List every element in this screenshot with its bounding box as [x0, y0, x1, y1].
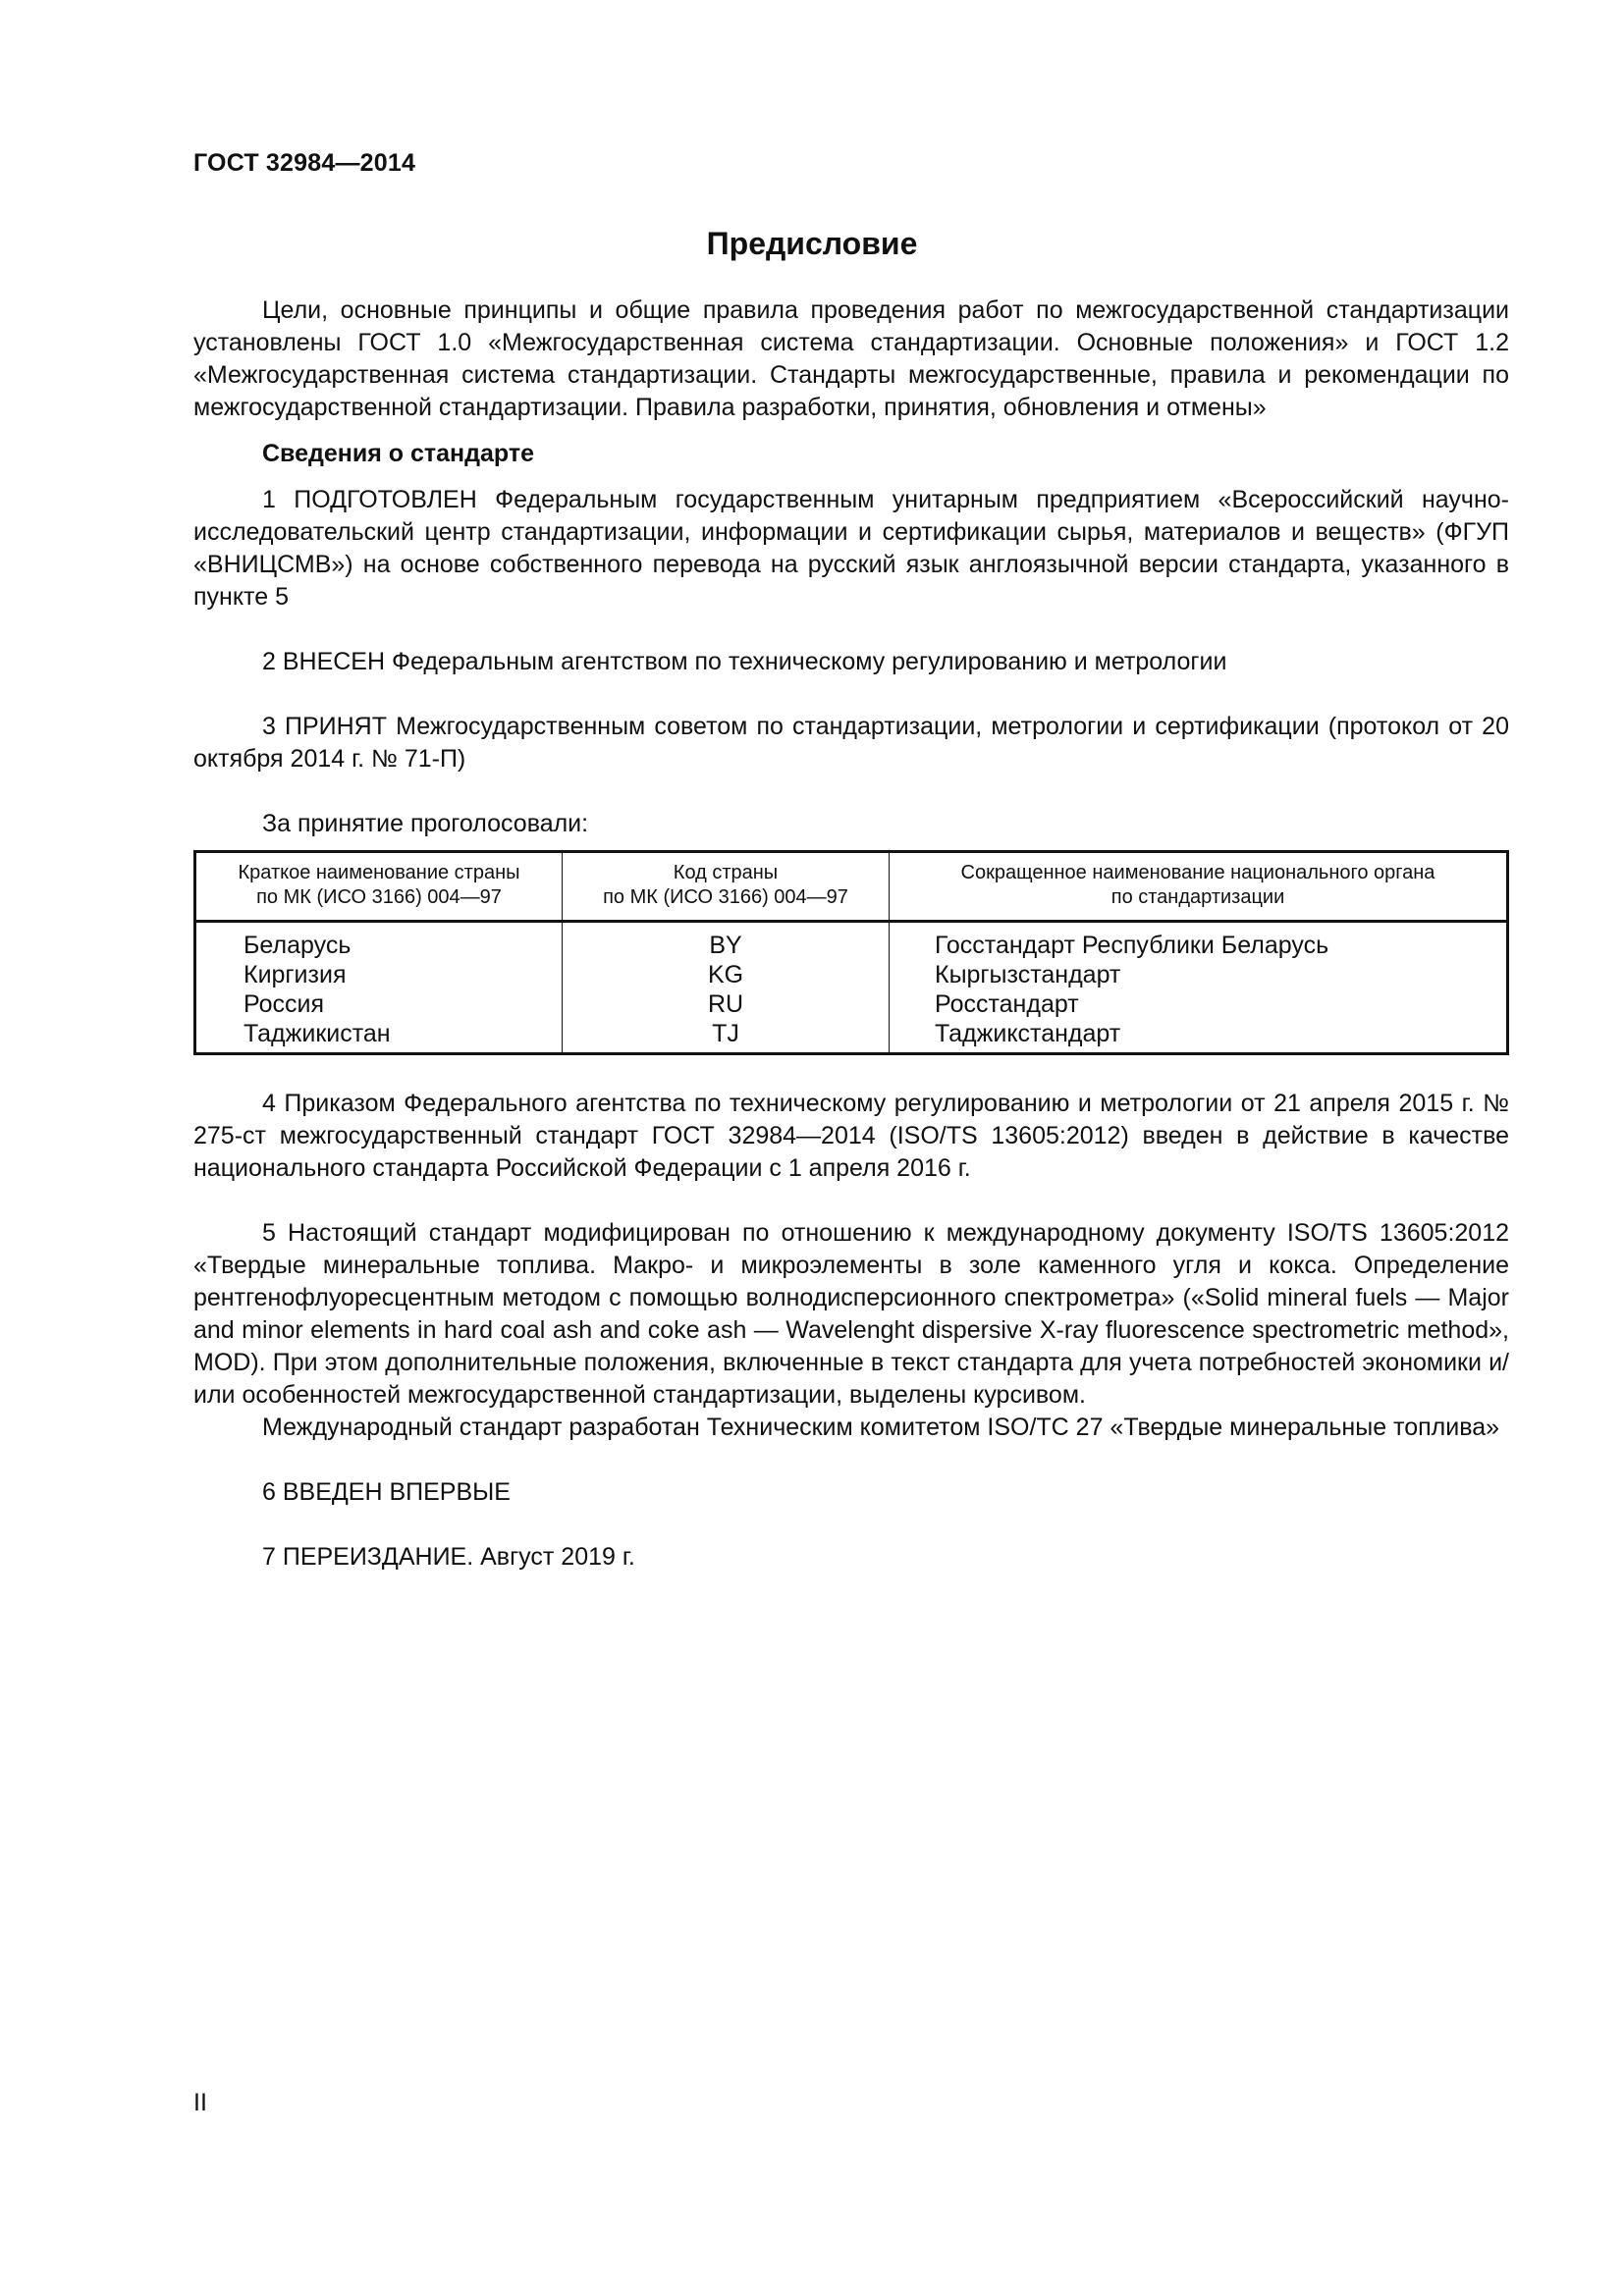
- table-cell: Таджикистан: [244, 1020, 391, 1047]
- table-cell: KG: [707, 961, 744, 988]
- intro-paragraph: Цели, основные принципы и общие правила проведения работ по межгосударственной стандартизации установлены ГОСТ 1.0 «Межгосударственная система стандартизации. Основные положения» и ГОСТ 1.2 «Межгосударственная система стандартизации. Стандарты межгосударственные, правила и рекомендации по межгосударственной стандартизации. Правила разработки, принятия, обновления и отмены»: [193, 296, 1509, 421]
- table-cell: Беларусь: [244, 932, 352, 959]
- col-code: [563, 922, 890, 1054]
- table-body-row: [195, 922, 1508, 1054]
- document-header: ГОСТ 32984—2014: [193, 149, 416, 177]
- item-5-paragraph: 5 Настоящий стандарт модифицирован по отношению к международному документу ISO/TS 13605:2012 «Твердые минеральные топлива. Макро- и микроэлементы в золе каменного угля и кокса. Определение рентгенофлуоресцентным методом с помощью волнодисперсионного спектрометра» («Solid mineral fuels — Major and minor elements in hard coal ash and coke ash — Wavelenght dispersive X-ray fluorescence spectrometric method», MOD). При этом дополнительные положения, включенные в текст стандарта для учета потребностей экономики и/или особенностей межгосударственной стандартизации, выделены курсивом.: [193, 1219, 1509, 1409]
- vote-intro: За принятие проголосовали:: [262, 810, 589, 837]
- vote-table: [193, 850, 1509, 1055]
- item-7-paragraph: 7 ПЕРЕИЗДАНИЕ. Август 2019 г.: [262, 1543, 635, 1571]
- page-number: II: [193, 2089, 207, 2116]
- table-cell: Кыргызстандарт: [935, 961, 1121, 988]
- item-4-paragraph: 4 Приказом Федерального агентства по техническому регулированию и метрологии от 21 апреля 2015 г. № 275-ст межгосударственный стандарт ГОСТ 32984—2014 (ISO/TS 13605:2012) введен в действие в качестве национального стандарта Российской Федерации с 1 апреля 2016 г.: [193, 1090, 1509, 1182]
- col-country: [195, 922, 563, 1054]
- table-header-row: [195, 852, 1508, 922]
- item-2-paragraph: 2 ВНЕСЕН Федеральным агентством по техническому регулированию и метрологии: [262, 648, 1227, 675]
- col-header-code: Код страны по МК (ИСО 3166) 004—97: [563, 852, 890, 922]
- table-cell: RU: [707, 990, 744, 1018]
- col-header-body: Сокращенное наименование национального органа по стандартизации: [890, 852, 1508, 922]
- col-body: [890, 922, 1508, 1054]
- table-cell: Киргизия: [244, 961, 347, 988]
- foreword-body: [193, 294, 1509, 1574]
- item-1-paragraph: 1 ПОДГОТОВЛЕН Федеральным государственным унитарным предприятием «Всероссийский научно-исследовательский центр стандартизации, информации и сертификации сырья, материалов и веществ» (ФГУП «ВНИЦСМВ») на основе собственного перевода на русский язык англоязычной версии стандарта, указанного в пункте 5: [193, 486, 1509, 611]
- table-cell: Госстандарт Республики Беларусь: [935, 932, 1329, 959]
- col-header-country: Краткое наименование страны по МК (ИСО 3166) 004—97: [195, 852, 563, 922]
- item-5-note: Международный стандарт разработан Техническим комитетом ISO/TC 27 «Твердые минеральные топлива»: [262, 1414, 1500, 1441]
- table-cell: BY: [709, 932, 742, 959]
- item-3-paragraph: 3 ПРИНЯТ Межгосударственным советом по стандартизации, метрологии и сертификации (протокол от 20 октября 2014 г. № 71-П): [193, 713, 1509, 773]
- table-cell: Россия: [244, 990, 324, 1018]
- item-6-paragraph: 6 ВВЕДЕН ВПЕРВЫЕ: [262, 1478, 511, 1506]
- table-cell: Росстандарт: [935, 990, 1079, 1018]
- table-cell: TJ: [712, 1020, 739, 1047]
- page-title: Предисловие: [706, 226, 918, 261]
- section-subheading: Сведения о стандарте: [262, 440, 535, 467]
- table-cell: Таджикстандарт: [935, 1020, 1121, 1047]
